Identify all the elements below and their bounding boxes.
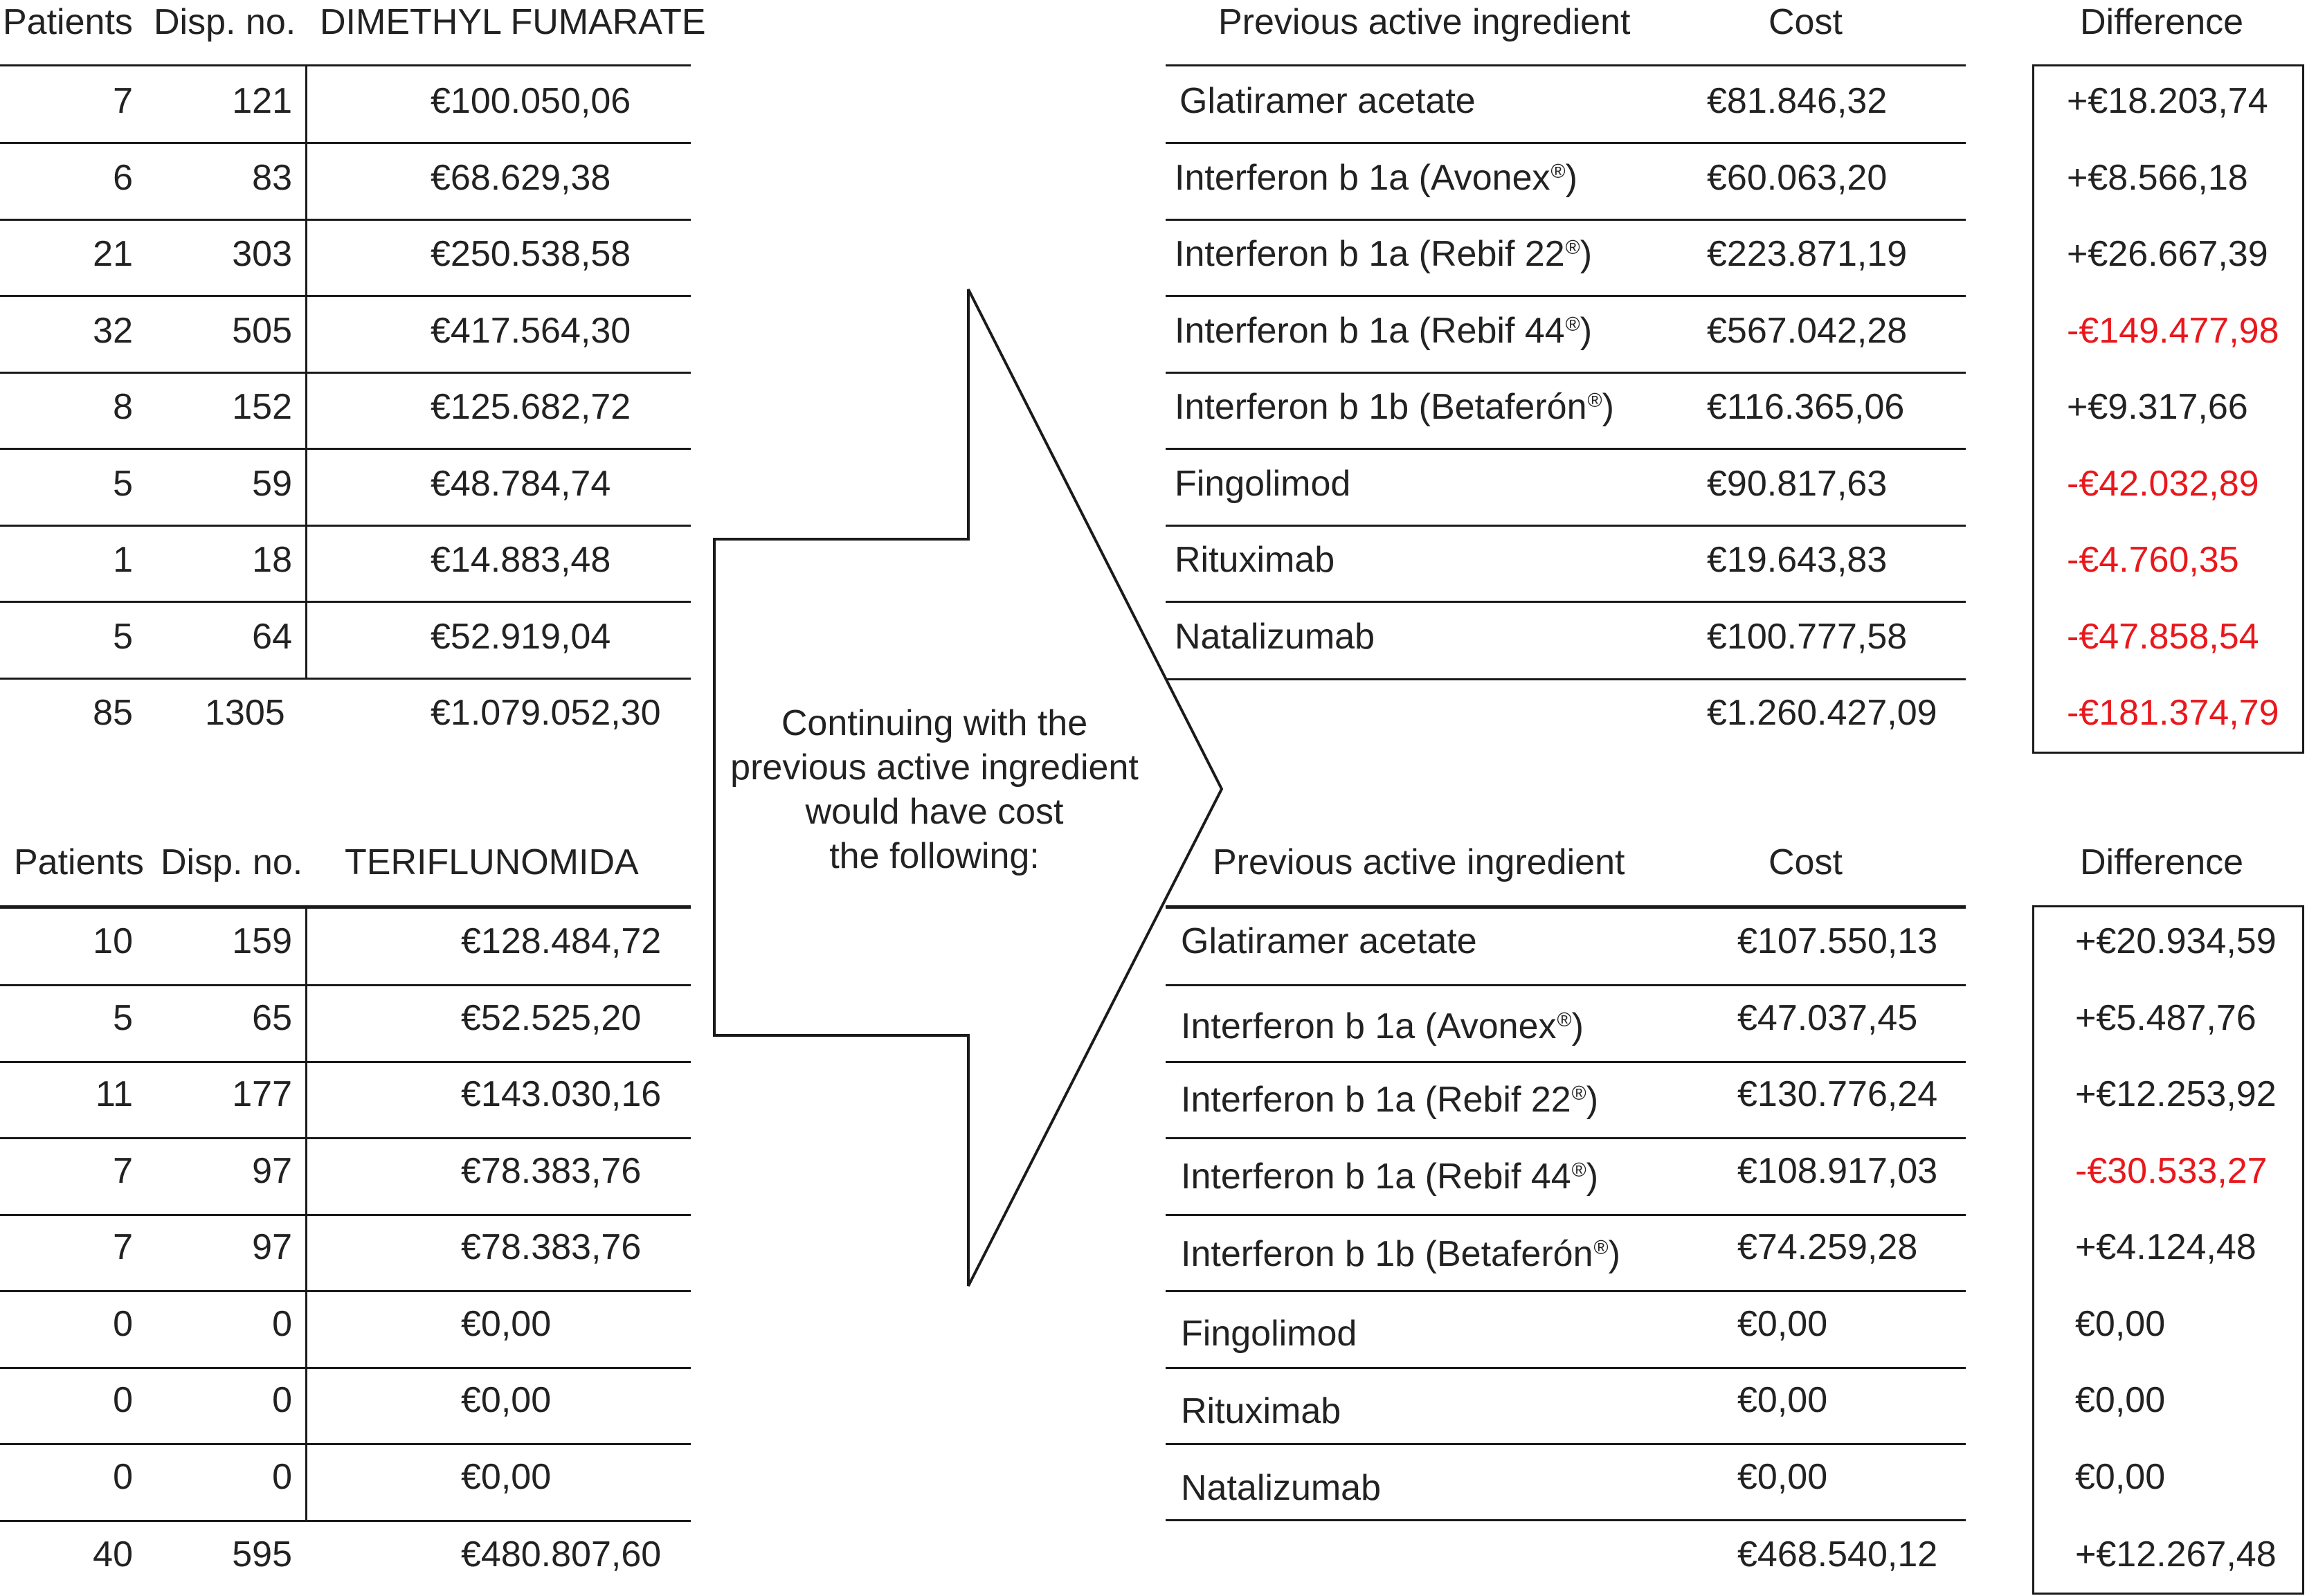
prev_teri-row-rule [1166,1443,1966,1445]
prev_teri-row-rule [1166,1290,1966,1292]
dmf-header-disp: Disp. no. [154,2,296,42]
teri-row-cost: €143.030,16 [461,1074,662,1114]
prev_dmf-row-ingredient-name: Interferon b 1a (Rebif 22 [1175,234,1565,274]
teri-row-disp: 159 [232,921,292,961]
prev_teri-row-ingredient [1181,923,1477,959]
dmf-row-rule [0,448,691,450]
prev_dmf-row-ingredient [1175,619,1375,655]
dmf-total-cost: €1.079.052,30 [431,693,661,733]
teri-row-rule [0,1367,691,1369]
dmf-row-patients: 8 [113,387,133,427]
teri-row-rule [0,1290,691,1292]
prev_teri-row-ingredient-name: Interferon b 1a (Rebif 44 [1181,1157,1571,1197]
teri-row-cost: €0,00 [461,1304,552,1344]
prev_teri-row-cost: €47.037,45 [1737,998,1918,1038]
dmf-row-cost: €52.919,04 [431,617,611,657]
prev_teri-row-ingredient-suffix: ) [1608,1234,1620,1274]
prev_dmf-row-registered-mark: ® [1550,160,1566,183]
teri-total-disp: 595 [232,1534,292,1575]
prev-teri-header-ingredient: Previous active ingredient [1213,842,1625,882]
teri-row-cost: €128.484,72 [461,921,662,961]
teri-row-rule [0,1520,691,1522]
teri-row-cost: €52.525,20 [461,998,642,1038]
dmf-row-rule [0,295,691,297]
prev_dmf-row-rule [1166,372,1966,374]
prev_teri-row-registered-mark: ® [1557,1008,1572,1031]
teri-header-rule [0,905,691,909]
prev_dmf-row-registered-mark: ® [1565,236,1580,259]
teri-row-rule [0,984,691,986]
prev_dmf-row-cost: €223.871,19 [1707,234,1908,274]
prev_teri-row-ingredient-suffix: ) [1586,1157,1599,1197]
dmf-header-patients: Patients [3,2,133,42]
prev_teri-row-registered-mark: ® [1593,1236,1609,1259]
dmf-row-disp: 152 [232,387,292,427]
prev_teri-row-rule [1166,1214,1966,1216]
prev_teri-row-rule [1166,1137,1966,1139]
prev_dmf-row-rule [1166,525,1966,527]
dmf-row-cost: €48.784,74 [431,464,611,504]
prev_dmf-row-registered-mark: ® [1565,313,1580,336]
prev_teri-row-rule [1166,984,1966,986]
prev-dmf-header-cost: Cost [1768,2,1843,42]
prev_dmf-row-ingredient [1175,466,1350,502]
prev_dmf-row-ingredient-suffix: ) [1602,387,1614,427]
prev_dmf-row-difference: -€42.032,89 [2067,464,2259,504]
prev_dmf-row-cost: €100.777,58 [1707,617,1908,657]
teri-row-patients: 7 [113,1227,133,1267]
prev_dmf-row-rule [1166,448,1966,450]
prev_teri-row-cost: €74.259,28 [1737,1227,1918,1267]
prev_teri-row-cost: €0,00 [1737,1380,1828,1420]
prev_dmf-row-difference: +€18.203,74 [2067,81,2268,121]
prev-dmf-header-rule [1166,64,1966,66]
dmf-row-disp: 121 [232,81,292,121]
teri-row-rule [0,1137,691,1139]
prev_teri-row-difference: €0,00 [2075,1380,2166,1420]
prev_teri-row-ingredient-name: Interferon b 1a (Avonex [1181,1006,1557,1046]
prev_dmf-row-ingredient-name: Rituximab [1175,540,1335,580]
prev-dmf-total-diff: -€181.374,79 [2067,693,2279,733]
teri-row-disp: 65 [252,998,292,1038]
teri-row-cost: €0,00 [461,1380,552,1420]
dmf-row-rule [0,219,691,221]
dmf-row-patients: 5 [113,464,133,504]
prev_teri-row-difference: -€30.533,27 [2075,1151,2268,1191]
arrow-caption-line-4: the following: [829,836,1040,876]
dmf-header-rule [0,64,691,66]
prev_dmf-row-ingredient [1175,160,1577,196]
dmf-header-drug: DIMETHYL FUMARATE [320,2,706,42]
prev_teri-row-difference: €0,00 [2075,1304,2166,1344]
teri-row-rule [0,1443,691,1445]
teri-total-cost: €480.807,60 [461,1534,662,1575]
prev_dmf-row-cost: €116.365,06 [1707,387,1905,427]
dmf-row-cost: €14.883,48 [431,540,611,580]
prev_teri-row-cost: €0,00 [1737,1304,1828,1344]
prev_dmf-row-ingredient-name: Fingolimod [1175,464,1351,504]
dmf-row-cost: €417.564,30 [431,311,631,351]
prev_teri-row-cost: €107.550,13 [1737,921,1938,961]
prev-teri-total-diff: +€12.267,48 [2075,1534,2277,1575]
prev_dmf-row-cost: €60.063,20 [1707,158,1888,198]
prev_dmf-row-rule [1166,219,1966,221]
prev_teri-row-cost: €130.776,24 [1737,1074,1938,1114]
teri-row-disp: 0 [272,1380,292,1420]
prev-dmf-header-ingredient: Previous active ingredient [1218,2,1631,42]
teri-total-patients: 40 [93,1534,133,1575]
teri-row-disp: 0 [272,1304,292,1344]
prev_teri-row-ingredient-name: Glatiramer acetate [1181,921,1477,961]
dmf-row-rule [0,525,691,527]
prev_dmf-row-ingredient-name: Interferon b 1a (Rebif 44 [1175,311,1565,351]
dmf-row-cost: €68.629,38 [431,158,611,198]
prev_dmf-row-difference: +€9.317,66 [2067,387,2248,427]
teri-row-patients: 0 [113,1380,133,1420]
prev_teri-row-ingredient-name: Rituximab [1181,1391,1341,1431]
teri-row-patients: 11 [96,1074,133,1114]
dmf-row-patients: 1 [113,540,133,580]
teri-row-cost: €78.383,76 [461,1227,642,1267]
prev_teri-row-difference: +€20.934,59 [2075,921,2277,961]
prev_dmf-row-difference: -€4.760,35 [2067,540,2239,580]
arrow-caption-line-2: previous active ingredient [730,747,1139,788]
prev_teri-row-difference: €0,00 [2075,1457,2166,1497]
dmf-row-disp: 64 [252,617,292,657]
prev_dmf-row-difference: -€149.477,98 [2067,311,2279,351]
prev-dmf-header-diff: Difference [2080,2,2244,42]
prev_teri-row-ingredient-name: Interferon b 1a (Rebif 22 [1181,1080,1571,1120]
prev_teri-row-rule [1166,1061,1966,1063]
prev_dmf-row-ingredient-name: Interferon b 1a (Avonex [1175,158,1550,198]
teri-row-cost: €0,00 [461,1457,552,1497]
dmf-row-disp: 505 [232,311,292,351]
dmf-row-patients: 7 [113,81,133,121]
dmf-row-cost: €125.682,72 [431,387,631,427]
teri-row-disp: 97 [252,1227,292,1267]
prev_dmf-row-ingredient-suffix: ) [1580,311,1593,351]
teri-header-patients: Patients [14,842,144,882]
prev_teri-row-cost: €108.917,03 [1737,1151,1938,1191]
prev_teri-row-ingredient [1181,1008,1584,1044]
prev-teri-header-diff: Difference [2080,842,2244,882]
prev_dmf-row-ingredient [1175,236,1592,272]
prev-dmf-total-cost: €1.260.427,09 [1707,693,1937,733]
prev-teri-header-rule [1166,905,1966,909]
prev_teri-row-ingredient [1181,1393,1341,1429]
dmf-row-patients: 21 [93,234,133,274]
prev_teri-row-ingredient [1181,1082,1598,1118]
prev_teri-row-ingredient [1181,1236,1620,1272]
prev_dmf-row-ingredient-name: Natalizumab [1175,617,1375,657]
prev_dmf-row-rule [1166,601,1966,603]
prev_dmf-row-registered-mark: ® [1587,389,1602,412]
prev_teri-row-ingredient-name: Interferon b 1b (Betaferón [1181,1234,1593,1274]
prev-dmf-bottom-rule [1166,678,1966,680]
arrow-caption-line-3: would have cost [805,792,1064,832]
teri-row-disp: 177 [232,1074,292,1114]
dmf-row-patients: 5 [113,617,133,657]
teri-row-patients: 5 [113,998,133,1038]
prev_dmf-row-cost: €567.042,28 [1707,311,1908,351]
prev_teri-row-ingredient [1181,1159,1598,1195]
teri-row-rule [0,1061,691,1063]
prev_teri-row-cost: €0,00 [1737,1457,1828,1497]
prev-teri-header-cost: Cost [1768,842,1843,882]
prev_teri-row-registered-mark: ® [1571,1159,1586,1181]
teri-row-rule [0,1214,691,1216]
prev_teri-row-ingredient-suffix: ) [1571,1006,1584,1046]
prev_teri-row-ingredient [1181,1470,1381,1506]
prev_teri-row-ingredient-name: Natalizumab [1181,1468,1382,1508]
teri-row-patients: 10 [93,921,133,961]
prev-teri-bottom-rule [1166,1519,1966,1521]
dmf-row-rule [0,678,691,680]
dmf-row-disp: 18 [252,540,292,580]
prev_teri-row-difference: +€5.487,76 [2075,998,2256,1038]
teri-row-patients: 0 [113,1304,133,1344]
prev_dmf-row-ingredient [1179,83,1476,119]
prev_dmf-row-difference: -€47.858,54 [2067,617,2259,657]
prev_teri-row-ingredient [1181,1316,1357,1352]
prev_dmf-row-difference: +€26.667,39 [2067,234,2268,274]
prev_dmf-row-cost: €90.817,63 [1707,464,1888,504]
dmf-total-disp: 1305 [205,693,285,733]
dmf-row-cost: €250.538,58 [431,234,631,274]
prev_dmf-row-cost: €81.846,32 [1707,81,1888,121]
teri-row-disp: 97 [252,1151,292,1191]
prev_dmf-row-ingredient [1175,313,1592,349]
prev_dmf-row-ingredient [1175,389,1614,425]
prev_dmf-row-ingredient [1175,542,1335,578]
dmf-row-rule [0,601,691,603]
prev_teri-row-ingredient-name: Fingolimod [1181,1314,1357,1354]
dmf-total-patients: 85 [93,693,133,733]
prev_teri-row-difference: +€12.253,92 [2075,1074,2277,1114]
teri-row-patients: 0 [113,1457,133,1497]
prev_dmf-row-ingredient-suffix: ) [1565,158,1577,198]
prev_dmf-row-ingredient-name: Interferon b 1b (Betaferón [1175,387,1587,427]
prev-teri-total-cost: €468.540,12 [1737,1534,1938,1575]
prev_teri-row-rule [1166,1367,1966,1369]
prev_dmf-row-difference: +€8.566,18 [2067,158,2248,198]
dmf-row-disp: 303 [232,234,292,274]
teri-row-cost: €78.383,76 [461,1151,642,1191]
dmf-row-patients: 6 [113,158,133,198]
prev_dmf-row-rule [1166,295,1966,297]
prev_dmf-row-ingredient-name: Glatiramer acetate [1179,81,1476,121]
prev_teri-row-ingredient-suffix: ) [1586,1080,1599,1120]
prev_teri-row-difference: +€4.124,48 [2075,1227,2256,1267]
dmf-row-disp: 59 [252,464,292,504]
prev_dmf-row-cost: €19.643,83 [1707,540,1888,580]
dmf-row-disp: 83 [252,158,292,198]
prev_dmf-row-ingredient-suffix: ) [1580,234,1593,274]
teri-header-disp: Disp. no. [161,842,303,882]
teri-header-drug: TERIFLUNOMIDA [345,842,639,882]
dmf-row-patients: 32 [93,311,133,351]
prev_teri-row-registered-mark: ® [1571,1082,1586,1105]
teri-row-patients: 7 [113,1151,133,1191]
dmf-row-rule [0,142,691,144]
dmf-row-cost: €100.050,06 [431,81,631,121]
dmf-row-rule [0,372,691,374]
prev_dmf-row-rule [1166,142,1966,144]
arrow-caption-line-1: Continuing with the [781,703,1088,743]
teri-row-disp: 0 [272,1457,292,1497]
